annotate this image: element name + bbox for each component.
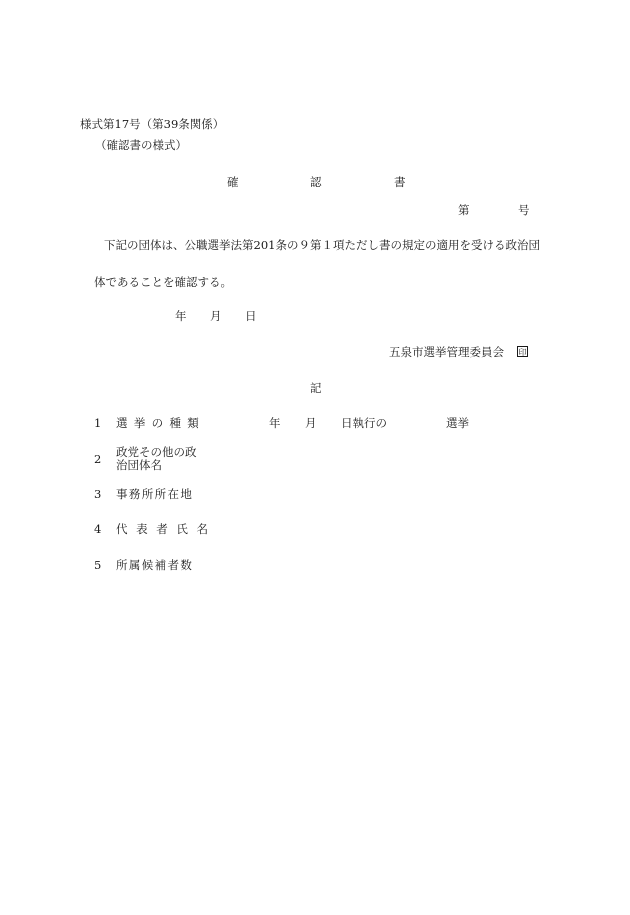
- number-prefix: 第: [458, 203, 470, 217]
- date-day: 日: [245, 309, 257, 323]
- title-char-1: 確: [227, 175, 239, 189]
- item-label-line-2: 治団体名: [116, 458, 162, 472]
- title-char-2: 認: [310, 175, 322, 189]
- item-label: 選挙の種類: [116, 416, 206, 430]
- item-number: 4: [94, 522, 102, 536]
- date-year: 年: [175, 309, 187, 323]
- seal-mark: [517, 346, 528, 358]
- body-line-1: 下記の団体は、公職選挙法第201条の９第１項ただし書の規定の適用を受ける政治団: [104, 238, 540, 252]
- number-suffix: 号: [518, 203, 530, 217]
- item-number: 2: [94, 452, 102, 466]
- date-month: 月: [210, 309, 222, 323]
- item-number: 5: [94, 558, 102, 572]
- election-day-text: 日執行の: [341, 416, 387, 430]
- body-line-2: 体であることを確認する。: [94, 275, 232, 289]
- item-number: 1: [94, 416, 102, 430]
- election-type: 選挙: [446, 416, 469, 430]
- title-char-3: 書: [394, 175, 406, 189]
- item-label-line-1: 政党その他の政: [116, 445, 197, 459]
- item-number: 3: [94, 487, 102, 501]
- item-label: 所属候補者数: [116, 558, 194, 572]
- item-label: 事務所所在地: [116, 487, 194, 501]
- ki-heading: 記: [310, 381, 322, 395]
- election-year: 年: [269, 416, 281, 430]
- form-number: 様式第17号（第39条関係）: [80, 117, 225, 131]
- form-subtitle: （確認書の様式）: [95, 138, 187, 152]
- seal-icon: 印: [518, 348, 527, 357]
- item-label: 代表者氏名: [116, 522, 217, 536]
- election-month: 月: [305, 416, 317, 430]
- issuer-name: 五泉市選挙管理委員会: [389, 345, 504, 359]
